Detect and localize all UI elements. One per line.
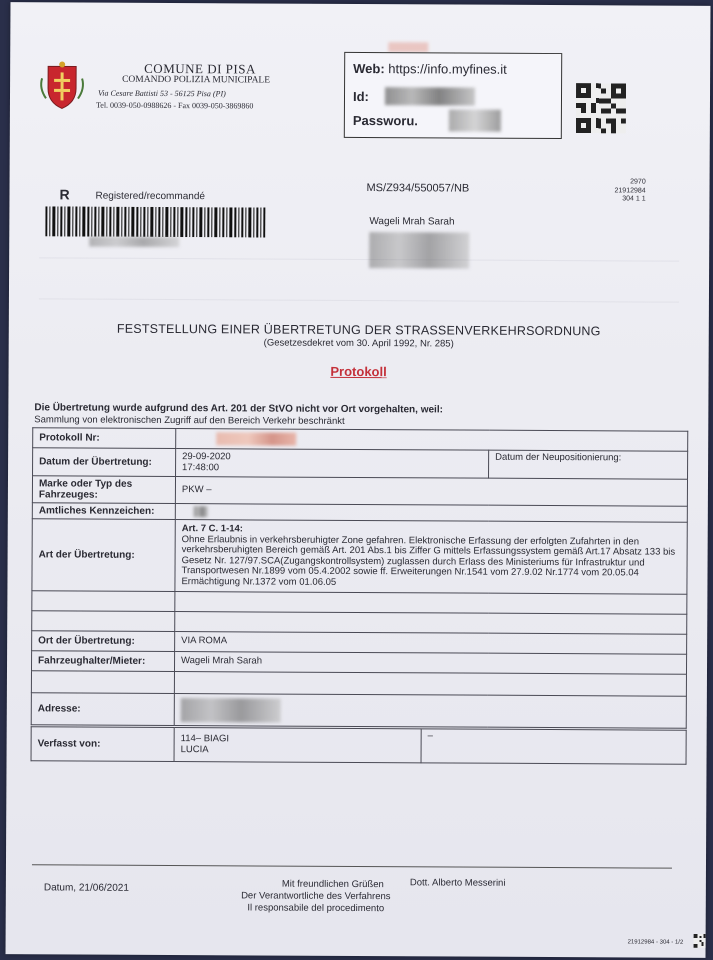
footer-greeting: Mit freundlichen Grüßen <box>281 878 384 891</box>
protokoll-form <box>31 427 689 728</box>
bleed-through <box>39 257 679 302</box>
ort-label: Ort der Übertretung: <box>32 631 175 652</box>
art-cell <box>175 520 687 595</box>
empty-label-2 <box>32 611 175 632</box>
halter-value: Wageli Mrah Sarah <box>174 652 686 675</box>
registered-mark: R <box>59 186 70 203</box>
verfasst-value-1: 114– BIAGI <box>180 733 230 745</box>
reference-number: MS/Z934/550057/NB <box>366 182 470 195</box>
empty-cell-3 <box>174 672 686 697</box>
signer-name: Dott. Alberto Messerini <box>409 877 506 889</box>
halter-label: Fahrzeughalter/Mieter: <box>31 651 174 672</box>
empty-cell-1 <box>175 592 687 615</box>
protokoll-nr-label: Protokoll Nr: <box>33 428 176 449</box>
id-label: Id: <box>352 88 369 105</box>
registered-label: Registered/recommandé <box>95 190 206 203</box>
role-german: Der Verantwortliche des Verfahrens <box>241 890 391 903</box>
barcode-icon <box>45 206 265 237</box>
empty-label-3 <box>31 671 174 694</box>
marke-value: PKW – <box>175 477 687 507</box>
kennzeichen-label: Amtliches Kennzeichen: <box>32 503 175 520</box>
signer-role <box>226 890 406 915</box>
office-address: Via Cesare Battisti 53 - 56125 Pisa (PI) <box>97 88 226 99</box>
verfasst-label: Verfasst von: <box>31 727 174 762</box>
footer-date: Datum, 21/06/2021 <box>43 882 129 894</box>
document-page <box>6 2 711 958</box>
redacted-address <box>181 698 281 723</box>
faint-stamp <box>388 42 428 52</box>
protokoll-heading: Protokoll <box>330 363 387 380</box>
datum-label: Datum der Übertretung: <box>33 448 176 477</box>
role-italian: Il responsabile del procedimento <box>247 902 385 915</box>
art-code: Art. 7 C. 1-14: <box>181 523 244 535</box>
ref-code-3: 304 1 1 <box>622 195 646 203</box>
empty-label-1 <box>32 591 175 612</box>
office-phone: Tel. 0039-050-0988626 - Fax 0039-050-3869860 <box>95 100 254 111</box>
verfasst-dash: – <box>421 729 686 764</box>
ort-value: VIA ROMA <box>175 632 687 655</box>
password-label: Passworu. <box>352 112 418 129</box>
pisa-crest-icon <box>38 60 86 110</box>
intro-reason: Sammlung von elektronischen Zugriff auf den Bereich Verkehr beschränkt <box>34 414 345 427</box>
recipient-name: Wageli Mrah Sarah <box>369 216 455 228</box>
verfasst-cell <box>174 728 421 763</box>
page-code: 21912984 - 304 - 1/2 <box>627 939 684 946</box>
neupositionierung-label: Datum der Neupositionierung: <box>489 450 688 479</box>
document-subtitle: (Gesetzesdekret vom 30. April 1992, Nr. 285) <box>263 337 454 350</box>
verfasst-table <box>31 726 687 764</box>
reference-codes <box>614 178 645 204</box>
signature-divider <box>32 864 672 868</box>
online-access-box <box>344 52 562 139</box>
redacted-barcode-text <box>89 237 179 247</box>
redacted-plate <box>194 506 208 517</box>
small-qr-icon <box>694 934 708 948</box>
redacted-password <box>449 109 501 131</box>
art-label: Art der Übertretung: <box>32 519 175 592</box>
city-name: COMUNE DI PISA <box>144 60 256 77</box>
adresse-label: Adresse: <box>31 693 174 726</box>
redacted-protokoll-nr <box>216 432 296 445</box>
verfasst-value-2: LUCIA <box>180 743 209 755</box>
marke-label: Marke oder Typ des Fahrzeuges: <box>32 476 175 504</box>
art-text: Ohne Erlaubnis in verkehrsberuhigter Zone gefahren. Elektronische Erfassung der erfolgten Zufahrten in den verkehrsberuhigten Bereich gemäß Art. 201 Abs.1 bis Ziffer G mittels Erfassungssystem gemäß Art.17 Absatz 133 bis Gesetz Nr. 127/97.SCA(Zugangskontrollsystem) zuglassen durch Erlass des Ministeriums für Infrastruktur und Transportwesen Nr.1899 vom 05.4.2002 sowie ff. Erweiterungen Nr.1541 vom 27.9.02 Nr.1774 vom 20.05.04 Ermächtigung Nr.1372 vom 01.06.05 <box>181 533 676 588</box>
command-name: COMANDO POLIZIA MUNICIPALE <box>122 74 271 86</box>
document-title: FESTSTELLUNG EINER ÜBERTRETUNG DER STRASSENVERKEHRSORDNUNG <box>116 321 601 339</box>
redacted-id <box>385 87 475 105</box>
qr-code-icon <box>576 83 626 133</box>
ref-code-2: 21912984 <box>614 186 646 195</box>
kennzeichen-cell <box>175 504 687 523</box>
ref-code-1: 2970 <box>630 178 646 186</box>
intro-statement: Die Übertretung wurde aufgrund des Art. 201 der StVO nicht vor Ort vorgehalten, weil: <box>34 402 443 416</box>
adresse-cell <box>174 694 686 729</box>
protokoll-nr-cell <box>176 429 688 452</box>
web-label: Web: <box>353 60 385 77</box>
time-value: 17:48:00 <box>182 461 220 473</box>
datum-cell <box>176 449 489 479</box>
empty-cell-2 <box>175 612 687 635</box>
web-url[interactable]: https://info.myfines.it <box>388 61 507 77</box>
datum-value: 29-09-2020 <box>182 451 231 463</box>
